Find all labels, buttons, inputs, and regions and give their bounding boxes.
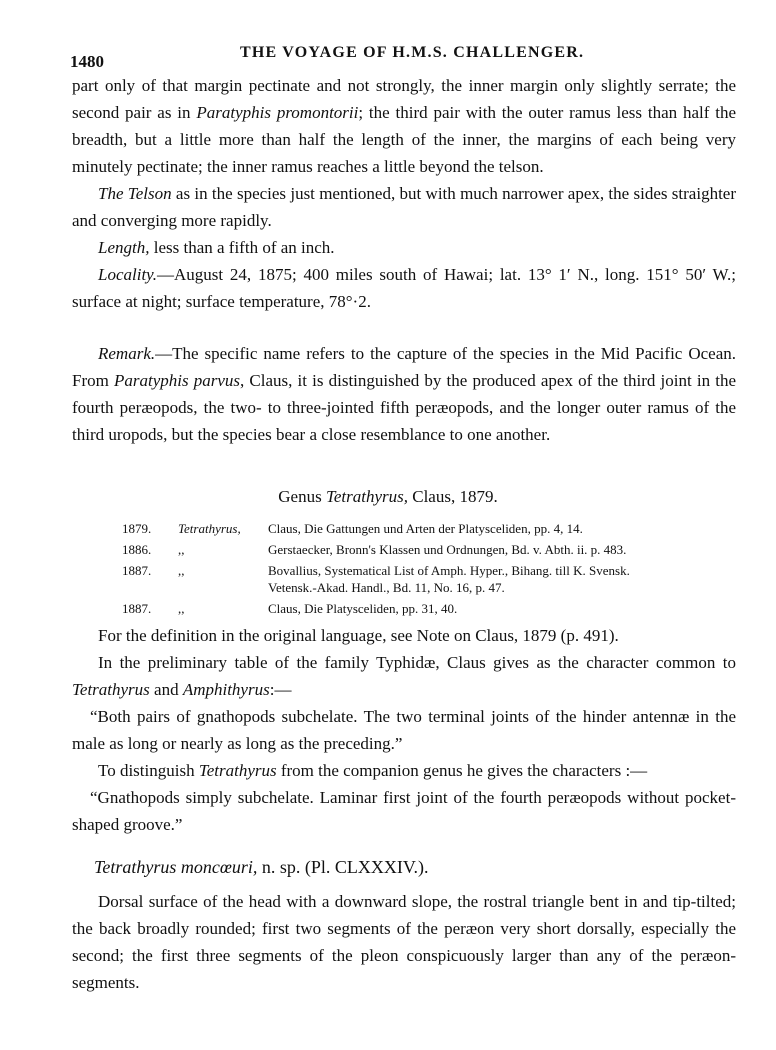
page-number: 1480 [70, 52, 104, 71]
species-description-paragraph: Dorsal surface of the head with a downward slope, the rostral triangle bent in and tip-tilted; the back broadly rounded; first two segments of the peræon very short dorsally, especially the second; the first three segments of the pleon conspicuously larger than any of the peræon-segments. [72, 892, 736, 992]
definition-section [72, 622, 736, 838]
species-name: Paratyphis parvus [114, 371, 241, 390]
preliminary-table-paragraph: In the preliminary table of the family Typhidæ, Claus gives as the character common to Tetrathyrus and Amphithyrus:— [72, 653, 736, 699]
quote-gnathopods: “Gnathopods simply subchelate. Laminar first joint of the fourth peræopods without pocket-shaped groove.” [72, 788, 736, 834]
description-continued [72, 72, 736, 315]
running-title: THE VOYAGE OF H.M.S. CHALLENGER. [240, 44, 585, 61]
synonymy-entry: 1879. Tetrathyrus, Claus, Die Gattungen und Arten der Platysceliden, pp. 4, 14. [122, 521, 583, 536]
genus-name: Tetrathyrus, [325, 487, 408, 506]
species-heading: Tetrathyrus moncœuri, n. sp. (Pl. CLXXXIV.). [94, 857, 429, 877]
quote-both-pairs: “Both pairs of gnathopods subchelate. The two terminal joints of the hinder antennæ in the male as long or nearly as long as the preceding.” [72, 707, 736, 753]
synonymy-entry: 1886. ,, Gerstaecker, Bronn's Klassen und Ordnungen, Bd. v. Abth. ii. p. 483. [122, 542, 627, 557]
length-paragraph: Length, less than a fifth of an inch. [98, 238, 335, 257]
species-description [72, 888, 736, 996]
uropods-paragraph: part only of that margin pectinate and not strongly, the inner margin only slightly serrate; the second pair as in Paratyphis promontorii; the third pair with the outer ramus less than half the breadth, but a little more than half the length of the inner, the margins of each being very minutely pectinate; the inner ramus reaches a little beyond the telson. [72, 76, 737, 176]
locality-label: Locality. [98, 265, 158, 284]
genus-heading: Genus Tetrathyrus, Claus, 1879. [278, 487, 498, 506]
species-name: Paratyphis promontorii [196, 103, 359, 122]
synonymy-list [122, 520, 742, 617]
telson-label: The Telson [98, 184, 172, 203]
distinguish-paragraph: To distinguish Tetrathyrus from the companion genus he gives the characters :— [98, 761, 648, 780]
remark-paragraph: Remark.—The specific name refers to the capture of the species in the Mid Pacific Ocean. From Paratyphis parvus, Claus, it is distinguished by the produced apex of the third joint in the fourth peræopods, the two- to three-jointed fifth peræopods, and the longer outer ramus of the third uropods, but the species bear a close resemblance to one another. [72, 344, 737, 444]
definition-note: For the definition in the original language, see Note on Claus, 1879 (p. 491). [98, 626, 619, 645]
length-label: Length, [98, 238, 150, 257]
synonymy-entry: 1887. ,, Bovallius, Systematical List of Amph. Hyper., Bihang. till K. Svensk. [122, 563, 630, 578]
remark-label: Remark. [98, 344, 156, 363]
locality-paragraph: Locality.—August 24, 1875; 400 miles south of Hawai; lat. 13° 1′ N., long. 151° 50′ W.; surface at night; surface temperature, 78°·2. [72, 265, 736, 311]
remark-section [72, 340, 736, 448]
synonymy-entry: 1887. ,, Claus, Die Platysceliden, pp. 31, 40. [122, 601, 458, 616]
synonymy-continuation: Vetensk.-Akad. Handl., Bd. 11, No. 16, p. 47. [268, 580, 505, 595]
telson-paragraph: The Telson as in the species just mentioned, but with much narrower apex, the sides straighter and converging more rapidly. [72, 184, 736, 230]
species-name: Tetrathyrus moncœuri, [94, 857, 258, 877]
